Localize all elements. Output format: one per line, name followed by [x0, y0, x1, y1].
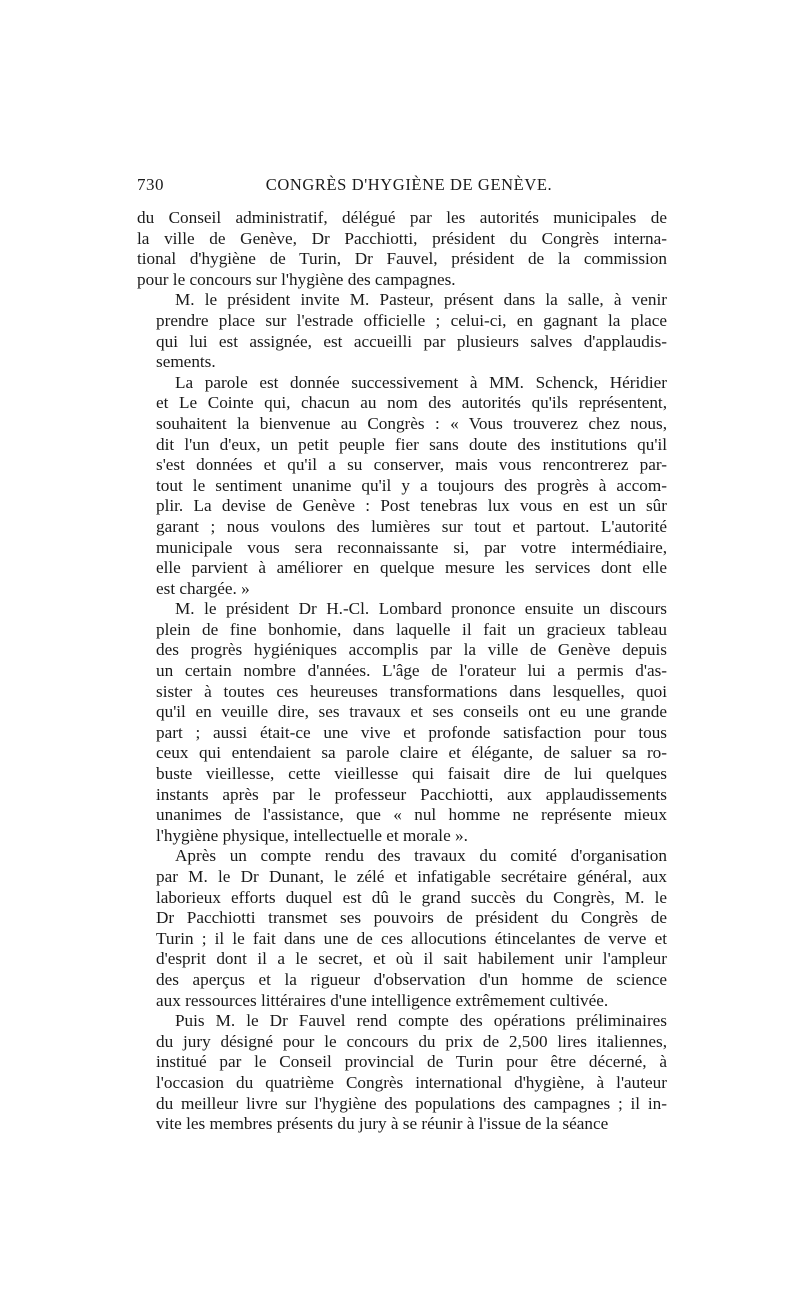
page-header: [137, 175, 667, 201]
text-line: du jury désigné pour le concours du prix de 2,500 lires italiennes,: [156, 1031, 667, 1051]
text-line: du meilleur livre sur l'hygiène des populations des campagnes ; il in-: [156, 1093, 667, 1113]
text-line: est chargée. »: [156, 578, 250, 598]
text-line: instants après par le professeur Pacchiotti, aux applaudissements: [156, 784, 667, 804]
paragraph: [137, 290, 667, 372]
text-line: municipale vous sera reconnaissante si, par votre intermédiaire,: [156, 537, 667, 557]
text-line: un certain nombre d'années. L'âge de l'orateur lui a permis d'as-: [156, 661, 667, 681]
text-line: prendre place sur l'estrade officielle ; celui-ci, en gagnant la place: [156, 310, 667, 330]
page-number: 730: [137, 175, 164, 194]
paragraph: [137, 373, 667, 600]
text-line: tout le sentiment unanime qu'il y a toujours des progrès à accom-: [156, 475, 667, 495]
text-line: M. le président Dr H.-Cl. Lombard prononce ensuite un discours: [175, 599, 667, 619]
text-line: garant ; nous voulons des lumières sur tout et partout. L'autorité: [156, 516, 667, 536]
text-line: qui lui est assignée, est accueilli par plusieurs salves d'applaudis-: [156, 331, 667, 351]
text-line: par M. le Dr Dunant, le zélé et infatigable secrétaire général, aux: [156, 867, 667, 886]
text-line: pour le concours sur l'hygiène des campagnes.: [137, 269, 456, 289]
text-line: Turin ; il le fait dans une de ces allocutions étincelantes de verve et: [156, 928, 667, 948]
text-line: part ; aussi était-ce une vive et profonde satisfaction pour tous: [156, 722, 667, 742]
text-line: la ville de Genève, Dr Pacchiotti, président du Congrès interna-: [137, 228, 667, 248]
text-line: elle parvient à améliorer en quelque mesure les services dont elle: [156, 558, 667, 578]
text-line: l'hygiène physique, intellectuelle et morale ».: [156, 825, 468, 845]
text-line: qu'il en veuille dire, ses travaux et ses conseils ont eu une grande: [156, 702, 667, 722]
text-line: des progrès hygiéniques accomplis par la ville de Genève depuis: [156, 640, 667, 660]
text-line: buste vieillesse, cette vieillesse qui faisait dire de lui quelques: [156, 764, 667, 784]
text-line: et Le Cointe qui, chacun au nom des autorités qu'ils représentent,: [156, 393, 667, 413]
text-line: souhaitent la bienvenue au Congrès : « Vous trouverez chez nous,: [156, 413, 667, 433]
text-line: plein de fine bonhomie, dans laquelle il fait un gracieux tableau: [156, 619, 667, 639]
text-line: unanimes de l'assistance, que « nul homme ne représente mieux: [156, 805, 667, 825]
text-line: l'occasion du quatrième Congrès international d'hygiène, à l'auteur: [156, 1072, 667, 1092]
text-line: M. le président invite M. Pasteur, présent dans la salle, à venir: [175, 290, 667, 310]
paragraph: [137, 208, 667, 290]
text-line: des aperçus et la rigueur d'observation d'un homme de science: [156, 969, 667, 989]
text-line: tional d'hygiène de Turin, Dr Fauvel, président de la commission: [137, 249, 667, 269]
text-line: La parole est donnée successivement à MM. Schenck, Héridier: [175, 372, 667, 392]
text-line: Dr Pacchiotti transmet ses pouvoirs de président du Congrès de: [156, 908, 667, 928]
paragraph: [137, 846, 667, 1011]
text-line: sements.: [156, 352, 216, 372]
text-line: sister à toutes ces heureuses transformations dans lesquelles, quoi: [156, 681, 667, 701]
text-line: dit l'un d'eux, un petit peuple fier sans doute des institutions qu'il: [156, 434, 667, 454]
text-line: ceux qui entendaient sa parole claire et élégante, de saluer sa ro-: [156, 743, 667, 763]
paragraph: [137, 1011, 667, 1135]
text-line: s'est données et qu'il a su conserver, mais vous rencontrerez par-: [156, 455, 667, 475]
text-line: institué par le Conseil provincial de Turin pour être décerné, à: [156, 1052, 667, 1072]
body-text: [137, 208, 667, 1135]
running-title: CONGRÈS D'HYGIÈNE DE GENÈVE.: [265, 175, 553, 194]
text-line: laborieux efforts duquel est dû le grand succès du Congrès, M. le: [156, 887, 667, 907]
paragraph: [137, 599, 667, 846]
text-line: Après un compte rendu des travaux du comité d'organisation: [175, 846, 667, 866]
text-line: d'esprit dont il a le secret, et où il sait habilement unir l'ampleur: [156, 949, 667, 969]
text-line: plir. La devise de Genève : Post tenebras lux vous en est un sûr: [156, 496, 667, 516]
text-line: vite les membres présents du jury à se réunir à l'issue de la séance: [156, 1114, 609, 1134]
text-line: du Conseil administratif, délégué par les autorités municipales de: [137, 208, 667, 227]
text-line: aux ressources littéraires d'une intelligence extrêmement cultivée.: [156, 990, 609, 1010]
text-line: Puis M. le Dr Fauvel rend compte des opérations préliminaires: [175, 1011, 667, 1031]
